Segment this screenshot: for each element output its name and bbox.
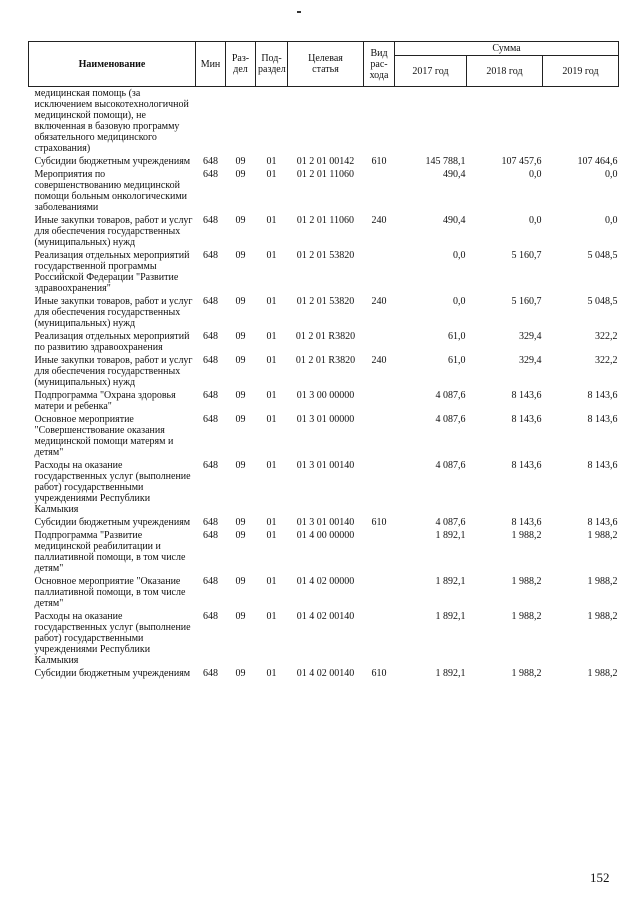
row-target: 01 4 02 00140: [296, 611, 355, 622]
row-razdel: [226, 87, 256, 155]
row-podrazdel: 01: [266, 611, 277, 622]
row-target: 01 3 01 00000: [296, 414, 355, 425]
row-target: 01 2 01 53820: [296, 296, 355, 307]
row-target: 01 3 00 00000: [296, 390, 355, 401]
row-2018: 5 160,7: [511, 250, 542, 261]
row-2019: 8 143,6: [587, 414, 618, 425]
row-podrazdel: 01: [266, 517, 277, 528]
row-vid: [364, 388, 395, 412]
page-number: 152: [590, 870, 610, 885]
header-target: Целевая статья: [288, 42, 364, 87]
row-2018: 1 988,2: [511, 530, 542, 541]
row-2019: 5 048,5: [587, 296, 618, 307]
row-2018: 1 988,2: [511, 576, 542, 587]
row-podrazdel: 01: [266, 215, 277, 226]
row-vid: [364, 248, 395, 294]
row-target: 01 2 01 53820: [296, 250, 355, 261]
header-podrazdel: Под- раздел: [256, 42, 288, 87]
row-min: 648: [203, 414, 218, 425]
row-2018: 8 143,6: [511, 414, 542, 425]
table-body: [29, 87, 619, 680]
row-vid: [364, 87, 395, 155]
header-2018: 2018 год: [467, 56, 543, 87]
table-row: [29, 87, 619, 155]
row-name: Субсидии бюджетным учреждениям: [34, 668, 191, 679]
row-2019: 1 988,2: [587, 530, 618, 541]
row-podrazdel: 01: [266, 169, 277, 180]
table-row: [29, 329, 619, 353]
row-podrazdel: 01: [266, 576, 277, 587]
table-row: [29, 609, 619, 666]
row-min: 648: [203, 576, 218, 587]
row-2019: [543, 87, 619, 155]
row-min: 648: [203, 296, 218, 307]
row-name: Подпрограмма "Развитие медицинской реабилитации и паллиативной помощи, в том числе детям": [34, 530, 186, 574]
row-target: [288, 87, 364, 155]
row-2017: [395, 87, 467, 155]
row-razdel: 09: [235, 169, 246, 180]
row-name: Мероприятия по совершенствованию медицинской помощи больным онкологическими заболеваниями: [34, 169, 188, 213]
row-vid: [364, 329, 395, 353]
row-podrazdel: 01: [266, 668, 277, 679]
row-2019: 8 143,6: [587, 460, 618, 471]
table-row: [29, 412, 619, 458]
scan-mark: [297, 11, 301, 13]
row-2018: 329,4: [519, 331, 542, 342]
row-min: 648: [203, 668, 218, 679]
row-2017: 61,0: [448, 355, 466, 366]
row-2017: 145 788,1: [425, 156, 466, 167]
header-sum: Сумма: [395, 42, 619, 56]
row-target: 01 4 02 00000: [296, 576, 355, 587]
row-vid: 610: [371, 668, 387, 679]
row-name: Иные закупки товаров, работ и услуг для обеспечения государственных (муниципальных) нужд: [34, 296, 193, 329]
table-row: [29, 574, 619, 609]
row-target: 01 2 01 00142: [296, 156, 355, 167]
row-2018: 0,0: [529, 215, 542, 226]
row-razdel: 09: [235, 355, 246, 366]
header-vid: Вид рас- хода: [364, 42, 395, 87]
row-2017: 4 087,6: [435, 460, 466, 471]
row-podrazdel: 01: [266, 530, 277, 541]
table-row: [29, 167, 619, 213]
row-2018: 8 143,6: [511, 460, 542, 471]
row-2018: 329,4: [519, 355, 542, 366]
row-name: медицинская помощь (за исключением высокотехнологичной медицинской помощи), не включенная в базовую программу обязательного медицинского страхования): [34, 88, 189, 154]
row-podrazdel: 01: [266, 355, 277, 366]
row-2019: 0,0: [605, 169, 618, 180]
row-podrazdel: 01: [266, 296, 277, 307]
row-vid: 240: [371, 215, 387, 226]
row-target: 01 4 00 00000: [296, 530, 355, 541]
row-2019: 1 988,2: [587, 668, 618, 679]
row-razdel: 09: [235, 530, 246, 541]
row-podrazdel: 01: [266, 390, 277, 401]
row-razdel: 09: [235, 331, 246, 342]
row-2018: 1 988,2: [511, 611, 542, 622]
table-row: [29, 248, 619, 294]
row-podrazdel: 01: [266, 331, 277, 342]
row-target: 01 2 01 11060: [296, 169, 355, 180]
row-name: Иные закупки товаров, работ и услуг для обеспечения государственных (муниципальных) нужд: [34, 355, 193, 388]
row-2018: 0,0: [529, 169, 542, 180]
row-name: Расходы на оказание государственных услуг (выполнение работ) государственными учреждениями Республики Калмыкия: [34, 460, 191, 515]
row-name: Иные закупки товаров, работ и услуг для обеспечения государственных (муниципальных) нужд: [34, 215, 193, 248]
table-row: [29, 528, 619, 574]
row-2017: 4 087,6: [435, 414, 466, 425]
row-min: 648: [203, 460, 218, 471]
header-2019: 2019 год: [543, 56, 619, 87]
row-razdel: 09: [235, 390, 246, 401]
row-2017: 0,0: [453, 296, 466, 307]
row-razdel: 09: [235, 296, 246, 307]
row-2018: 5 160,7: [511, 296, 542, 307]
header-2017: 2017 год: [395, 56, 467, 87]
row-2018: 1 988,2: [511, 668, 542, 679]
row-target: 01 2 01 R3820: [295, 355, 356, 366]
row-name: Основное мероприятие "Совершенствование оказания медицинской помощи матерям и детям": [34, 414, 174, 458]
row-name: Реализация отдельных мероприятий государственной программы Российской Федерации "Развитие здравоохранения": [34, 250, 190, 294]
row-min: 648: [203, 355, 218, 366]
row-podrazdel: 01: [266, 414, 277, 425]
row-razdel: 09: [235, 414, 246, 425]
table-row: [29, 353, 619, 388]
row-podrazdel: 01: [266, 250, 277, 261]
row-min: 648: [203, 331, 218, 342]
row-vid: [364, 574, 395, 609]
row-vid: [364, 167, 395, 213]
row-2019: 5 048,5: [587, 250, 618, 261]
budget-table: [28, 41, 619, 679]
header-name: Наименование: [29, 42, 196, 87]
row-name: Подпрограмма "Охрана здоровья матери и ребенка": [34, 390, 176, 412]
row-name: Субсидии бюджетным учреждениям: [34, 156, 191, 167]
row-razdel: 09: [235, 517, 246, 528]
row-min: 648: [203, 530, 218, 541]
row-razdel: 09: [235, 460, 246, 471]
row-target: 01 4 02 00140: [296, 668, 355, 679]
row-2018: 8 143,6: [511, 517, 542, 528]
header-razdel: Раз- дел: [226, 42, 256, 87]
row-name: Основное мероприятие "Оказание паллиативной помощи, в том числе детям": [34, 576, 186, 609]
row-razdel: 09: [235, 215, 246, 226]
row-2019: 8 143,6: [587, 517, 618, 528]
row-2019: 322,2: [595, 331, 618, 342]
row-target: 01 3 01 00140: [296, 517, 355, 528]
row-2018: 8 143,6: [511, 390, 542, 401]
table-row: [29, 388, 619, 412]
row-vid: [364, 458, 395, 515]
row-target: 01 3 01 00140: [296, 460, 355, 471]
row-name: Реализация отдельных мероприятий по развитию здравоохранения: [34, 331, 190, 353]
row-2018: [467, 87, 543, 155]
row-vid: 610: [371, 517, 387, 528]
row-2017: 1 892,1: [435, 576, 466, 587]
row-podrazdel: 01: [266, 156, 277, 167]
row-razdel: 09: [235, 576, 246, 587]
row-2019: 8 143,6: [587, 390, 618, 401]
row-target: 01 2 01 R3820: [295, 331, 356, 342]
row-min: 648: [203, 215, 218, 226]
row-vid: 240: [371, 296, 387, 307]
table-row: [29, 154, 619, 167]
row-vid: [364, 412, 395, 458]
row-2017: 490,4: [443, 169, 466, 180]
row-name: Расходы на оказание государственных услуг (выполнение работ) государственными учреждениями Республики Калмыкия: [34, 611, 191, 666]
row-2019: 1 988,2: [587, 611, 618, 622]
row-2017: 61,0: [448, 331, 466, 342]
row-2019: 1 988,2: [587, 576, 618, 587]
row-min: 648: [203, 169, 218, 180]
row-min: 648: [203, 390, 218, 401]
row-2019: 0,0: [605, 215, 618, 226]
row-min: 648: [203, 517, 218, 528]
row-2017: 4 087,6: [435, 390, 466, 401]
row-razdel: 09: [235, 611, 246, 622]
row-2019: 322,2: [595, 355, 618, 366]
row-2017: 1 892,1: [435, 668, 466, 679]
row-2019: 107 464,6: [577, 156, 618, 167]
table-row: [29, 213, 619, 248]
row-razdel: 09: [235, 156, 246, 167]
table-row: [29, 515, 619, 528]
table-row: [29, 294, 619, 329]
row-target: 01 2 01 11060: [296, 215, 355, 226]
row-vid: 240: [371, 355, 387, 366]
row-2017: 4 087,6: [435, 517, 466, 528]
header-min: Мин: [196, 42, 226, 87]
row-2017: 1 892,1: [435, 530, 466, 541]
row-razdel: 09: [235, 668, 246, 679]
row-podrazdel: 01: [266, 460, 277, 471]
row-razdel: 09: [235, 250, 246, 261]
row-2018: 107 457,6: [501, 156, 542, 167]
row-min: 648: [203, 611, 218, 622]
row-2017: 1 892,1: [435, 611, 466, 622]
table-row: [29, 458, 619, 515]
row-vid: [364, 609, 395, 666]
row-min: 648: [203, 156, 218, 167]
row-min: 648: [203, 250, 218, 261]
row-min: [196, 87, 226, 155]
row-2017: 0,0: [453, 250, 466, 261]
row-vid: 610: [371, 156, 387, 167]
table-row: [29, 666, 619, 679]
row-2017: 490,4: [443, 215, 466, 226]
row-name: Субсидии бюджетным учреждениям: [34, 517, 191, 528]
table-header: [29, 42, 619, 87]
row-vid: [364, 528, 395, 574]
row-podrazdel: [256, 87, 288, 155]
